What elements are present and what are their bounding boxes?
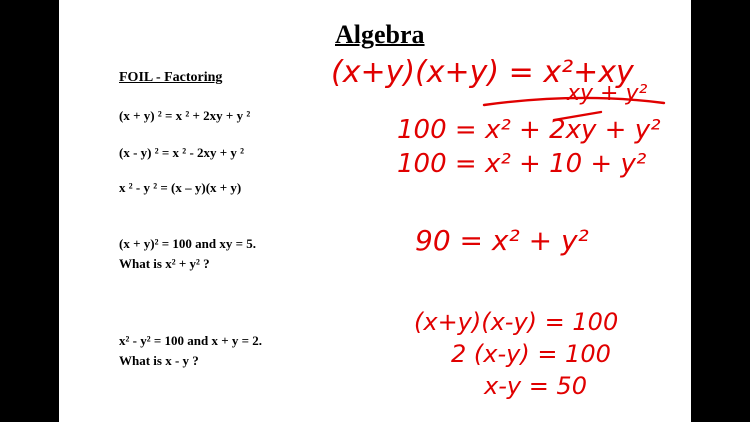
ink-line-answer-1: 90 = x² + y²: [415, 224, 589, 257]
slide-title: Algebra: [335, 20, 425, 49]
formula-square-difference: (x - y) ² = x ² - 2xy + y ²: [119, 145, 245, 160]
formula-square-sum: (x + y) ² = x ² + 2xy + y ²: [119, 108, 251, 123]
handwritten-work: [59, 0, 691, 422]
ink-line-answer-2: x-y = 50: [484, 372, 587, 400]
slide: [59, 0, 691, 422]
formula-difference-of-squares: x ² - y ² = (x – y)(x + y): [119, 180, 242, 195]
ink-line-expand: 100 = x² + 2xy + y²: [397, 115, 661, 145]
section-title: FOIL - Factoring: [119, 70, 223, 85]
problem-2-question: What is x - y ?: [119, 353, 199, 368]
problem-1-question: What is x² + y² ?: [119, 256, 210, 271]
problem-1-statement: (x + y)² = 100 and xy = 5.: [119, 236, 256, 251]
ink-line-foil-setup: (x+y)(x+y) = x²+xy: [331, 55, 634, 90]
ink-line-substitute: 100 = x² + 10 + y²: [397, 149, 647, 179]
ink-line-foil-continued: xy + y²: [567, 81, 648, 106]
ink-line-substitute-2: 2 (x-y) = 100: [451, 340, 611, 368]
problem-2-statement: x² - y² = 100 and x + y = 2.: [119, 333, 263, 348]
ink-line-factor: (x+y)(x-y) = 100: [414, 308, 619, 336]
